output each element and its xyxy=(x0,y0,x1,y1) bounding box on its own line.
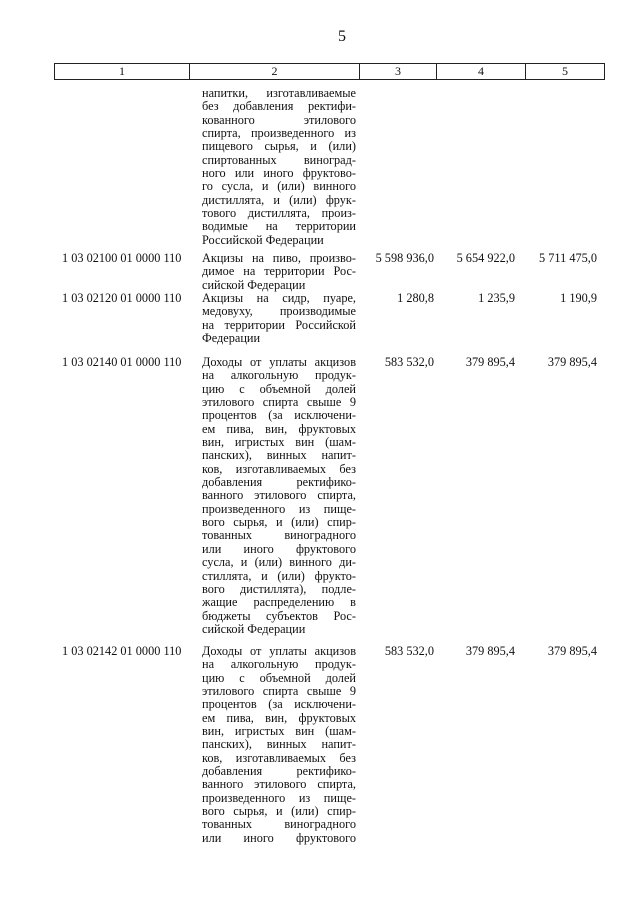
description-line: панских), винных напит- xyxy=(202,448,356,463)
value-col-3: 583 532,0 xyxy=(384,644,434,658)
header-col-2: 2 xyxy=(190,64,360,79)
budget-code: 1 03 02140 01 0000 110 xyxy=(62,355,182,369)
row-description xyxy=(202,252,356,292)
description-line: вин, игристых вин (шам- xyxy=(202,435,356,450)
description-line: Федерации xyxy=(202,331,261,346)
description-line: цию с объемной долей xyxy=(202,670,356,685)
description-line: на территории Российской xyxy=(202,317,356,332)
value-col-3: 583 532,0 xyxy=(384,355,434,369)
description-line: вин, игристых вин (шам- xyxy=(202,724,356,739)
description-line: добавления ректифико- xyxy=(202,475,356,490)
description-line: панских), винных напит- xyxy=(202,737,356,752)
row-description xyxy=(202,87,356,247)
header-col-1: 1 xyxy=(55,64,190,79)
description-line: цию с объемной долей xyxy=(202,381,356,396)
description-line: или иного фруктового xyxy=(202,541,356,556)
description-line: пищевого сырья, и (или) xyxy=(202,139,356,154)
description-line: этилового спирта свыше 9 xyxy=(202,395,356,410)
description-line: тового дистиллята, произ- xyxy=(202,206,356,221)
description-line: Акцизы на пиво, произво- xyxy=(202,251,356,265)
description-line: спиртованных виноград- xyxy=(202,152,356,167)
description-line: ного или иного фруктово- xyxy=(202,166,356,181)
description-line: сусла, и (или) винного ди- xyxy=(202,555,356,570)
description-line: на алкогольную продук- xyxy=(202,657,356,672)
description-line: или иного фруктового xyxy=(202,830,356,845)
description-line: димое на территории Рос- xyxy=(202,264,356,279)
description-line: вого сырья, и (или) спир- xyxy=(202,804,356,819)
description-line: дистиллята, и (или) фрук- xyxy=(202,192,356,207)
description-line: водимые на территории xyxy=(202,219,356,234)
description-line: этилового спирта свыше 9 xyxy=(202,684,356,699)
value-col-5: 5 711 475,0 xyxy=(539,251,597,265)
description-line: го сусла, и (или) винного xyxy=(202,179,356,194)
description-line: сийской Федерации xyxy=(202,621,306,636)
description-line: на алкогольную продук- xyxy=(202,368,356,383)
description-line: напитки, изготавливаемые xyxy=(202,86,356,100)
description-line: жащие распределению в xyxy=(202,595,356,610)
description-line: Российской Федерации xyxy=(202,232,324,247)
description-line: процентов (за исключени- xyxy=(202,697,356,712)
description-line: ванного этилового спирта, xyxy=(202,488,356,503)
value-col-4: 379 895,4 xyxy=(465,644,515,658)
row-description xyxy=(202,645,356,845)
value-col-5: 379 895,4 xyxy=(547,644,597,658)
header-col-3: 3 xyxy=(360,64,437,79)
value-col-5: 379 895,4 xyxy=(547,355,597,369)
description-line: бюджеты субъектов Рос- xyxy=(202,608,356,623)
page-number: 5 xyxy=(338,28,346,45)
description-line: вого дистиллята), подле- xyxy=(202,581,356,596)
value-col-4: 5 654 922,0 xyxy=(456,251,515,265)
budget-code: 1 03 02142 01 0000 110 xyxy=(62,644,182,658)
description-line: Акцизы на сидр, пуаре, xyxy=(202,291,356,305)
description-line: вого сырья, и (или) спир- xyxy=(202,515,356,530)
value-col-3: 1 280,8 xyxy=(397,291,434,305)
description-line: ков, изготавливаемых без xyxy=(202,461,356,476)
value-col-4: 379 895,4 xyxy=(465,355,515,369)
description-line: сийской Федерации xyxy=(202,277,306,292)
description-line: ванного этилового спирта, xyxy=(202,777,356,792)
budget-code: 1 03 02100 01 0000 110 xyxy=(62,251,182,265)
row-description xyxy=(202,356,356,636)
value-col-4: 1 235,9 xyxy=(478,291,515,305)
description-line: без добавления ректифи- xyxy=(202,99,356,114)
description-line: произведенного из пище- xyxy=(202,790,356,805)
budget-code: 1 03 02120 01 0000 110 xyxy=(62,291,182,305)
description-line: добавления ректифико- xyxy=(202,764,356,779)
description-line: Доходы от уплаты акцизов xyxy=(202,355,356,369)
description-line: ем пива, вин, фруктовых xyxy=(202,710,356,725)
row-description xyxy=(202,292,356,345)
description-line: медовуху, производимые xyxy=(202,304,356,319)
header-col-4: 4 xyxy=(437,64,526,79)
description-line: ков, изготавливаемых без xyxy=(202,750,356,765)
table-header xyxy=(54,63,605,80)
description-line: тованных виноградного xyxy=(202,528,356,543)
value-col-3: 5 598 936,0 xyxy=(375,251,434,265)
description-line: стиллята, и (или) фрукто- xyxy=(202,568,356,583)
description-line: спирта, произведенного из xyxy=(202,126,356,141)
description-line: Доходы от уплаты акцизов xyxy=(202,644,356,658)
description-line: кованного этилового xyxy=(202,112,356,127)
description-line: процентов (за исключени- xyxy=(202,408,356,423)
header-col-5: 5 xyxy=(562,64,568,78)
description-line: тованных виноградного xyxy=(202,817,356,832)
description-line: произведенного из пище- xyxy=(202,501,356,516)
value-col-5: 1 190,9 xyxy=(560,291,597,305)
description-line: ем пива, вин, фруктовых xyxy=(202,421,356,436)
